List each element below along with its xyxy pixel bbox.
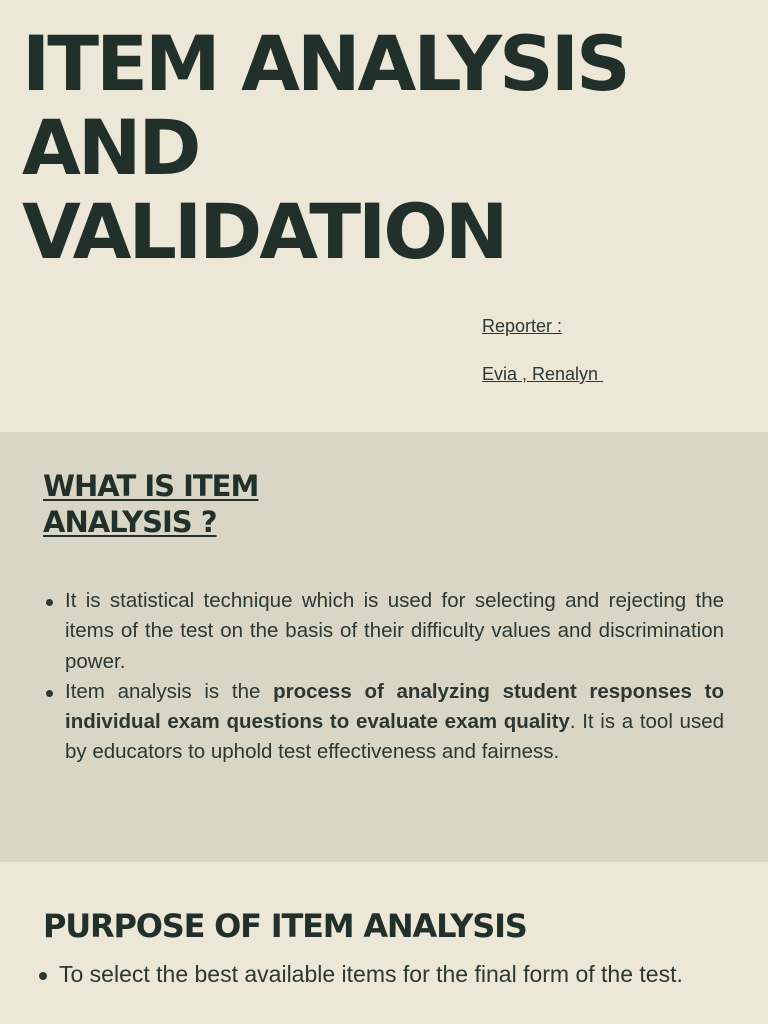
purpose-list (38, 958, 726, 990)
list-item-text: It is statistical technique which is used for selecting and rejecting the items of the test on the basis of their difficulty values and discrimination power. (65, 589, 724, 673)
purpose-heading: PURPOSE OF ITEM ANALYSIS (43, 907, 527, 945)
list-item (38, 958, 726, 990)
reporter-label: Reporter : (482, 316, 563, 336)
purpose-section (0, 862, 768, 1024)
title-line: ITEM ANALYSIS (22, 19, 628, 108)
list-item (46, 586, 724, 677)
list-item-text-suffix: . It is a tool used by educators to uphold test effectiveness and fairness. (65, 710, 724, 764)
title-line: VALIDATION (22, 187, 506, 276)
heading-line: WHAT IS ITEM (43, 469, 259, 503)
list-item-text: To select the best available items for the final form of the test. (59, 961, 683, 987)
reporter-name: Evia , Renalyn (482, 364, 604, 384)
definition-list (46, 586, 724, 768)
what-is-item-analysis-section (0, 432, 768, 862)
reporter-block (482, 316, 603, 385)
heading-line: ANALYSIS ? (43, 505, 217, 539)
title-section (0, 0, 768, 432)
document-title (22, 19, 628, 276)
list-item-text-prefix: Item analysis is the (65, 679, 274, 703)
list-item-bold-text: process of analyzing student responses to individual exam questions to evaluate exam quality (65, 679, 724, 734)
title-line: AND (22, 103, 199, 192)
list-item (46, 677, 724, 768)
section-heading (43, 468, 258, 540)
